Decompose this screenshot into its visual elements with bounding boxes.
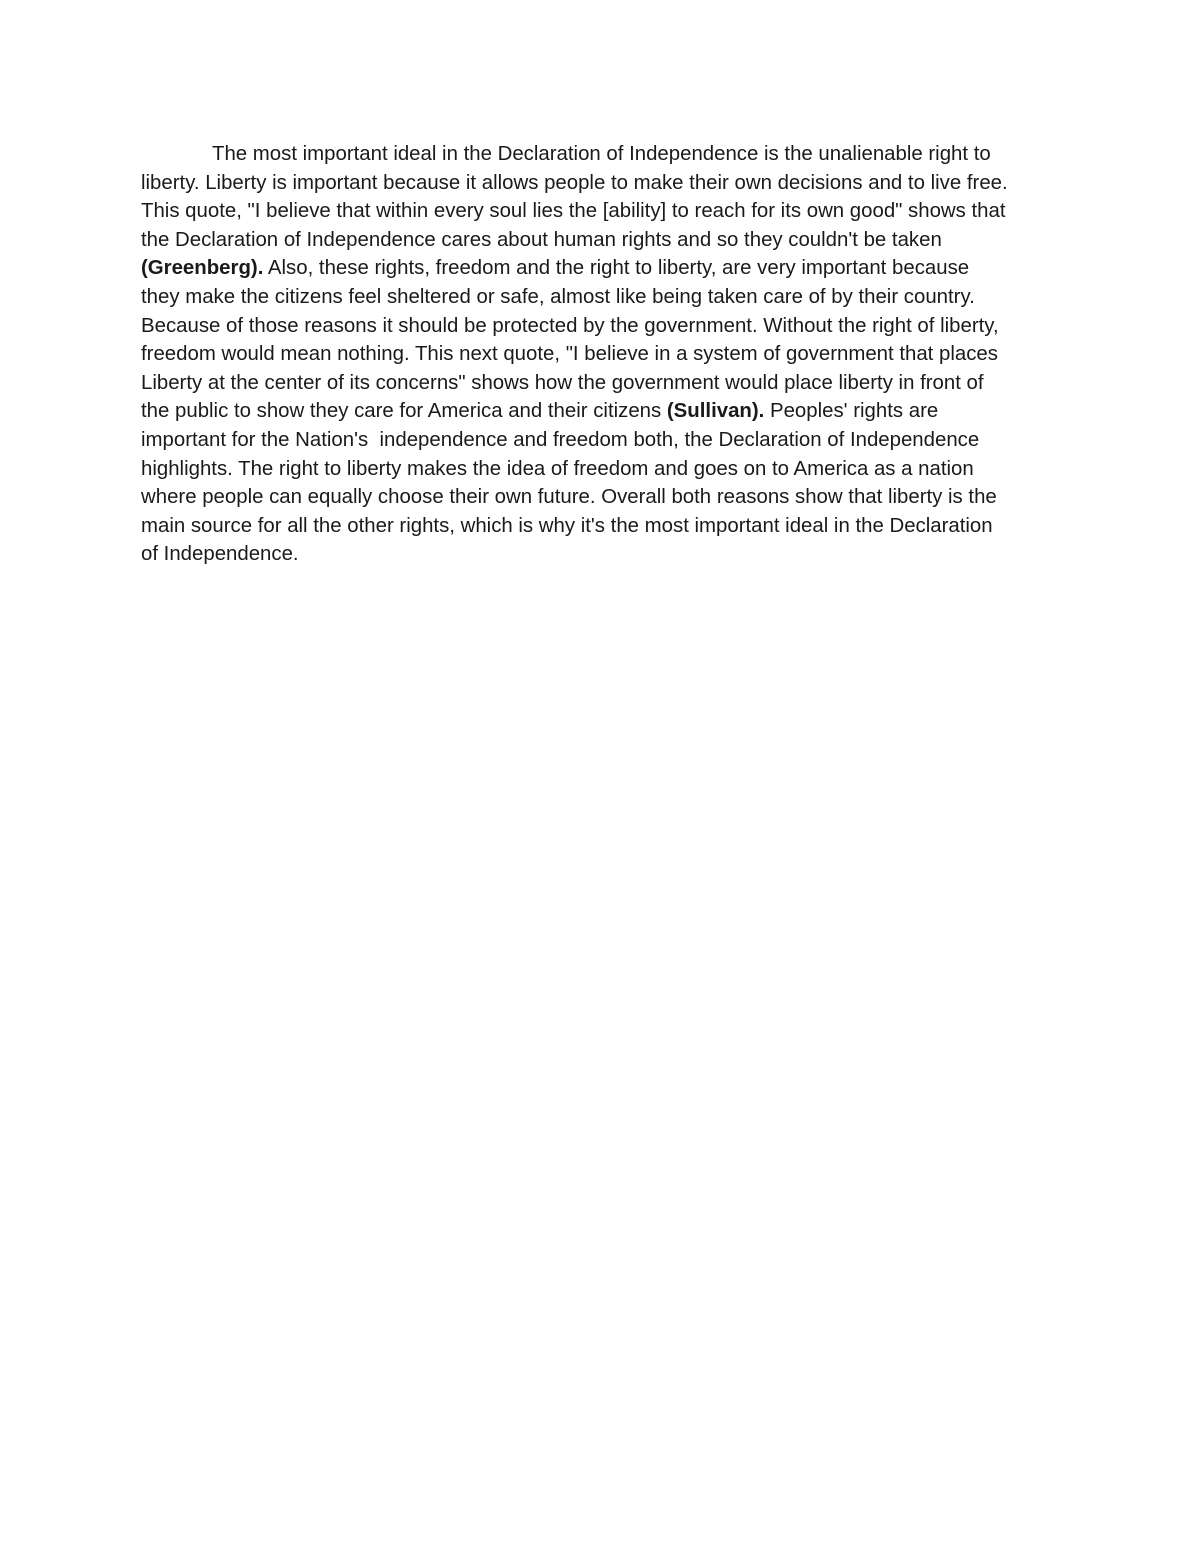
line-text: the public to show they care for America and their citizens: [141, 400, 667, 423]
line-text: The most important ideal in the Declaration of Independence is the unalienable right to: [212, 143, 991, 165]
paragraph-line-6: [141, 283, 1071, 312]
paragraph-line-7: [141, 312, 1071, 341]
paragraph-line-3: [141, 197, 1071, 226]
paragraph-line-5: [141, 254, 1071, 283]
paragraph-line-2: [141, 169, 1071, 198]
line-text: important for the Nation's independence and freedom both, the Declaration of Independence: [141, 428, 980, 451]
paragraph-line-10: [141, 397, 1071, 426]
line-text: highlights. The right to liberty makes the idea of freedom and goes on to America as a nation: [141, 457, 974, 480]
citation-greenberg: (Greenberg).: [141, 257, 264, 280]
essay-paragraph: [141, 140, 1071, 569]
paragraph-line-15: [141, 540, 1071, 569]
line-text: freedom would mean nothing. This next quote, "I believe in a system of government that places: [141, 343, 998, 366]
paragraph-line-1: [141, 140, 1071, 169]
paragraph-line-4: [141, 226, 1071, 255]
line-text: where people can equally choose their own future. Overall both reasons show that liberty is the: [141, 486, 997, 509]
line-text: Because of those reasons it should be protected by the government. Without the right of liberty,: [141, 314, 999, 337]
line-text: Liberty at the center of its concerns" shows how the government would place liberty in front of: [141, 371, 984, 394]
paragraph-line-11: [141, 426, 1071, 455]
line-text: of Independence.: [141, 543, 299, 566]
paragraph-line-9: [141, 369, 1071, 398]
paragraph-line-13: [141, 483, 1071, 512]
line-text: main source for all the other rights, which is why it's the most important ideal in the Declaration: [141, 514, 993, 537]
line-text: This quote, "I believe that within every soul lies the [ability] to reach for its own good" shows that: [141, 200, 1006, 223]
line-text: liberty. Liberty is important because it allows people to make their own decisions and to live free.: [141, 171, 1008, 194]
citation-sullivan: (Sullivan).: [666, 400, 765, 423]
line-text: Also, these rights, freedom and the right to liberty, are very important because: [263, 257, 970, 280]
line-text: they make the citizens feel sheltered or safe, almost like being taken care of by their country.: [141, 285, 975, 308]
paragraph-line-12: [141, 455, 1071, 484]
line-text: the Declaration of Independence cares about human rights and so they couldn't be taken: [141, 228, 942, 251]
paragraph-line-8: [141, 340, 1071, 369]
paragraph-line-14: [141, 512, 1071, 541]
line-text: Peoples' rights are: [764, 400, 939, 423]
